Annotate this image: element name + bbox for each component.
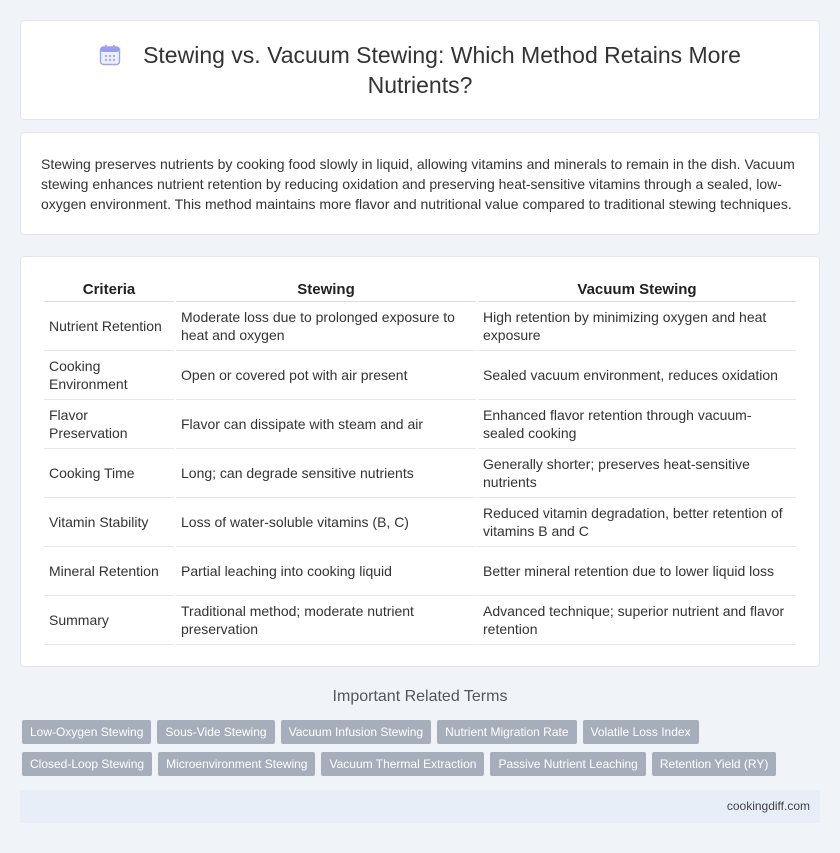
table-row — [44, 302, 796, 351]
stewing-cell: Partial leaching into cooking liquid — [176, 547, 476, 596]
criteria-cell: Flavor Preservation — [44, 400, 174, 449]
stewing-cell: Traditional method; moderate nutrient preservation — [176, 596, 476, 645]
related-term-tag[interactable]: Sous-Vide Stewing — [157, 720, 274, 744]
vacuum-cell: Advanced technique; superior nutrient and flavor retention — [478, 596, 796, 645]
header-vacuum-stewing: Vacuum Stewing — [478, 277, 796, 302]
table-row — [44, 547, 796, 596]
table-row — [44, 498, 796, 547]
related-term-tag[interactable]: Nutrient Migration Rate — [437, 720, 576, 744]
vacuum-cell: Enhanced flavor retention through vacuum-sealed cooking — [478, 400, 796, 449]
calendar-icon — [99, 44, 121, 66]
comparison-table — [42, 277, 798, 645]
stewing-cell: Flavor can dissipate with steam and air — [176, 400, 476, 449]
table-row — [44, 596, 796, 645]
criteria-cell: Cooking Environment — [44, 351, 174, 400]
criteria-cell: Nutrient Retention — [44, 302, 174, 351]
related-term-tag[interactable]: Microenvironment Stewing — [158, 752, 315, 776]
vacuum-cell: High retention by minimizing oxygen and heat exposure — [478, 302, 796, 351]
stewing-cell: Open or covered pot with air present — [176, 351, 476, 400]
footer-site-link[interactable]: cookingdiff.com — [726, 799, 810, 813]
title-card — [20, 20, 820, 120]
table-header-row — [44, 277, 796, 302]
footer — [20, 790, 820, 823]
header-stewing: Stewing — [176, 277, 476, 302]
stewing-cell: Loss of water-soluble vitamins (B, C) — [176, 498, 476, 547]
page-title-text: Stewing vs. Vacuum Stewing: Which Method Retains More Nutrients? — [143, 42, 741, 98]
header-criteria: Criteria — [44, 277, 174, 302]
related-term-tag[interactable]: Closed-Loop Stewing — [22, 752, 152, 776]
vacuum-cell: Sealed vacuum environment, reduces oxidation — [478, 351, 796, 400]
table-row — [44, 351, 796, 400]
stewing-cell: Moderate loss due to prolonged exposure to heat and oxygen — [176, 302, 476, 351]
intro-card — [20, 132, 820, 235]
related-term-tag[interactable]: Low-Oxygen Stewing — [22, 720, 151, 744]
criteria-cell: Vitamin Stability — [44, 498, 174, 547]
table-row — [44, 400, 796, 449]
comparison-table-card — [20, 256, 820, 667]
related-term-tag[interactable]: Retention Yield (RY) — [652, 752, 777, 776]
vacuum-cell: Generally shorter; preserves heat-sensitive nutrients — [478, 449, 796, 498]
vacuum-cell: Better mineral retention due to lower liquid loss — [478, 547, 796, 596]
stewing-cell: Long; can degrade sensitive nutrients — [176, 449, 476, 498]
related-terms-list — [22, 720, 820, 776]
related-term-tag[interactable]: Vacuum Infusion Stewing — [281, 720, 432, 744]
criteria-cell: Summary — [44, 596, 174, 645]
related-terms-title: Important Related Terms — [332, 688, 508, 705]
related-term-tag[interactable]: Vacuum Thermal Extraction — [321, 752, 484, 776]
related-term-tag[interactable]: Volatile Loss Index — [583, 720, 699, 744]
intro-text: Stewing preserves nutrients by cooking food slowly in liquid, allowing vitamins and minerals to remain in the dish. Vacuum stewing enhances nutrient retention by reducing oxidation and preserving heat-sensitive vitamins through a sealed, low-oxygen environment. This method maintains more flavor and nutritional value compared to traditional stewing techniques. — [41, 156, 795, 212]
vacuum-cell: Reduced vitamin degradation, better retention of vitamins B and C — [478, 498, 796, 547]
related-term-tag[interactable]: Passive Nutrient Leaching — [490, 752, 645, 776]
page-title — [61, 40, 779, 100]
table-row — [44, 449, 796, 498]
criteria-cell: Mineral Retention — [44, 547, 174, 596]
criteria-cell: Cooking Time — [44, 449, 174, 498]
